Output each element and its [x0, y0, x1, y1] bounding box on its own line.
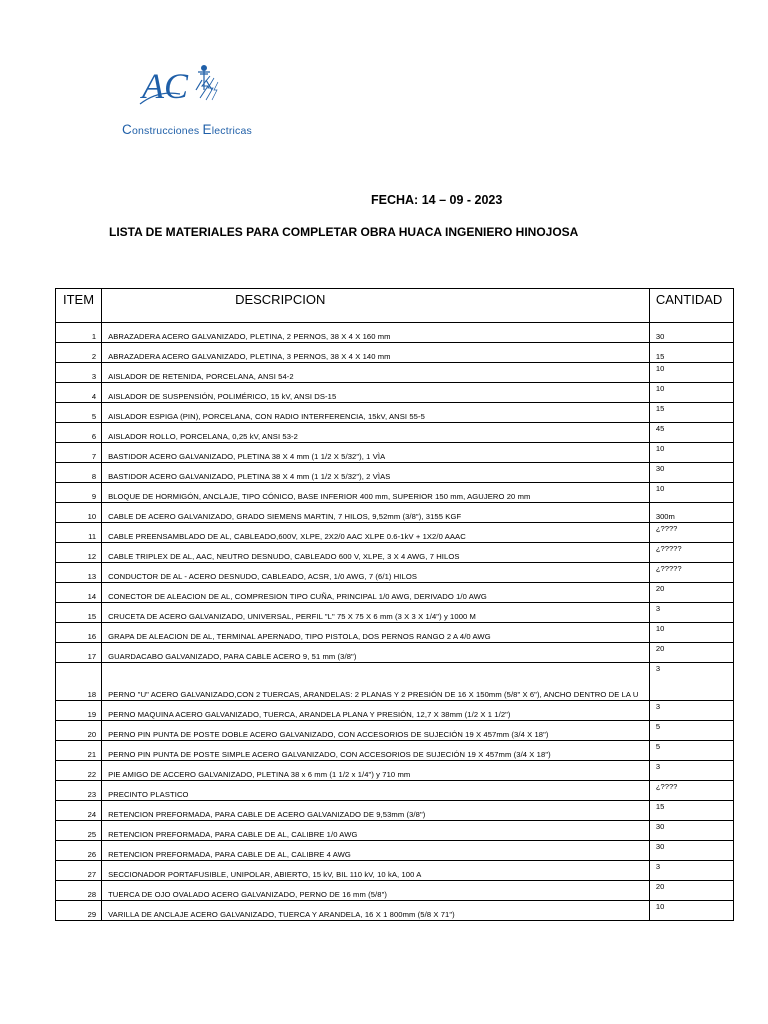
cell-descripcion: AISLADOR DE RETENIDA, PORCELANA, ANSI 54-2 [102, 363, 650, 383]
cell-cantidad: 5 [649, 721, 733, 741]
cell-item: 5 [56, 403, 102, 423]
table-row [56, 363, 734, 383]
cell-item: 22 [56, 761, 102, 781]
cell-item: 11 [56, 523, 102, 543]
table-row [56, 761, 734, 781]
company-word-2: lectricas [211, 125, 252, 137]
cell-item: 29 [56, 901, 102, 921]
table-row [56, 881, 734, 901]
cell-item: 20 [56, 721, 102, 741]
cell-descripcion: PERNO PIN PUNTA DE POSTE DOBLE ACERO GALVANIZADO, CON ACCESORIOS DE SUJECIÓN 19 X 457mm (3/4 X 18") [102, 721, 650, 741]
cell-descripcion: CONDUCTOR DE AL - ACERO DESNUDO, CABLEADO, ACSR, 1/0 AWG, 7 (6/1) HILOS [102, 563, 650, 583]
cell-cantidad: 15 [649, 801, 733, 821]
cell-cantidad: 10 [649, 901, 733, 921]
cell-descripcion: PERNO PIN PUNTA DE POSTE SIMPLE ACERO GALVANIZADO, CON ACCESORIOS DE SUJECIÓN 19 X 457mm (3/4 X 18") [102, 741, 650, 761]
cell-cantidad: 10 [649, 363, 733, 383]
cell-cantidad: 30 [649, 463, 733, 483]
cell-cantidad: 45 [649, 423, 733, 443]
cell-item: 6 [56, 423, 102, 443]
table-row [56, 841, 734, 861]
cell-cantidad: 30 [649, 821, 733, 841]
document-title: LISTA DE MATERIALES PARA COMPLETAR OBRA HUACA INGENIERO HINOJOSA [109, 225, 579, 239]
materials-table [55, 288, 734, 921]
cell-cantidad: 20 [649, 583, 733, 603]
cell-descripcion: RETENCION PREFORMADA, PARA CABLE DE AL, CALIBRE 1/0 AWG [102, 821, 650, 841]
header-item: ITEM [56, 289, 102, 323]
company-name [122, 122, 252, 137]
cell-item: 25 [56, 821, 102, 841]
cell-descripcion: TUERCA DE OJO OVALADO ACERO GALVANIZADO, PERNO DE 16 mm (5/8") [102, 881, 650, 901]
cell-cantidad: 5 [649, 741, 733, 761]
cell-cantidad: 15 [649, 343, 733, 363]
cell-item: 4 [56, 383, 102, 403]
table-row [56, 721, 734, 741]
cell-cantidad: ¿???? [649, 781, 733, 801]
cell-descripcion: CABLE TRIPLEX DE AL, AAC, NEUTRO DESNUDO, CABLEADO 600 V, XLPE, 3 X 4 AWG, 7 HILOS [102, 543, 650, 563]
cell-descripcion: BASTIDOR ACERO GALVANIZADO, PLETINA 38 X 4 mm (1 1/2 X 5/32"), 2 VÌAS [102, 463, 650, 483]
cell-item: 1 [56, 323, 102, 343]
company-logo [138, 60, 228, 120]
table-row [56, 663, 734, 701]
company-initial-c: C [122, 122, 132, 137]
cell-cantidad: 30 [649, 841, 733, 861]
cell-descripcion: VARILLA DE ANCLAJE ACERO GALVANIZADO, TUERCA Y ARANDELA, 16 X 1 800mm (5/8 X 71") [102, 901, 650, 921]
cell-item: 26 [56, 841, 102, 861]
cell-cantidad: 3 [649, 761, 733, 781]
cell-cantidad: 3 [649, 861, 733, 881]
cell-descripcion: RETENCION PREFORMADA, PARA CABLE DE AL, CALIBRE 4 AWG [102, 841, 650, 861]
header-descripcion: DESCRIPCION [102, 289, 650, 323]
cell-cantidad: 20 [649, 881, 733, 901]
cell-item: 15 [56, 603, 102, 623]
header-cantidad: CANTIDAD [649, 289, 733, 323]
table-row [56, 403, 734, 423]
cell-descripcion: AISLADOR ESPIGA (PIN), PORCELANA, CON RADIO INTERFERENCIA, 15kV, ANSI 55-5 [102, 403, 650, 423]
cell-descripcion: AISLADOR DE SUSPENSIÓN, POLIMÉRICO, 15 kV, ANSI DS-15 [102, 383, 650, 403]
table-header-row [56, 289, 734, 323]
cell-item: 9 [56, 483, 102, 503]
table-row [56, 821, 734, 841]
logo-letters: AC [142, 66, 189, 106]
cell-item: 12 [56, 543, 102, 563]
table-row [56, 323, 734, 343]
cell-cantidad: 10 [649, 383, 733, 403]
cell-item: 3 [56, 363, 102, 383]
cell-cantidad: 20 [649, 643, 733, 663]
cell-descripcion: CABLE PREENSAMBLADO DE AL, CABLEADO,600V, XLPE, 2X2/0 AAC XLPE 0.6-1kV + 1X2/0 AAAC [102, 523, 650, 543]
logo-graphic [138, 60, 228, 120]
cell-descripcion: PERNO "U" ACERO GALVANIZADO,CON 2 TUERCAS, ARANDELAS: 2 PLANAS Y 2 PRESIÓN DE 16 X 150mm (5/8" X 6"), ANCHO DENTRO DE LA U [102, 663, 650, 701]
cell-cantidad: 10 [649, 443, 733, 463]
cell-item: 27 [56, 861, 102, 881]
cell-cantidad: 3 [649, 663, 733, 701]
table-row [56, 463, 734, 483]
cell-descripcion: GRAPA DE ALEACION DE AL, TERMINAL APERNADO, TIPO PISTOLA, DOS PERNOS RANGO 2 A 4/0 AWG [102, 623, 650, 643]
cell-cantidad: 15 [649, 403, 733, 423]
cell-cantidad: ¿????? [649, 563, 733, 583]
cell-cantidad: 3 [649, 603, 733, 623]
cell-item: 14 [56, 583, 102, 603]
cell-cantidad: 3 [649, 701, 733, 721]
company-initial-e: E [202, 122, 212, 137]
cell-item: 2 [56, 343, 102, 363]
table-row [56, 643, 734, 663]
table-row [56, 423, 734, 443]
cell-descripcion: BASTIDOR ACERO GALVANIZADO, PLETINA 38 X 4 mm (1 1/2 X 5/32"), 1 VÌA [102, 443, 650, 463]
table-row [56, 523, 734, 543]
cell-descripcion: BLOQUE DE HORMIGÓN, ANCLAJE, TIPO CÓNICO, BASE INFERIOR 400 mm, SUPERIOR 150 mm, AGUJERO 20 mm [102, 483, 650, 503]
cell-descripcion: CRUCETA DE ACERO GALVANIZADO, UNIVERSAL, PERFIL "L" 75 X 75 X 6 mm (3 X 3 X 1/4") y 1000 M [102, 603, 650, 623]
cell-descripcion: CONECTOR DE ALEACION DE AL, COMPRESION TIPO CUÑA, PRINCIPAL 1/0 AWG, DERIVADO 1/0 AWG [102, 583, 650, 603]
cell-descripcion: PRECINTO PLASTICO [102, 781, 650, 801]
cell-descripcion: GUARDACABO GALVANIZADO, PARA CABLE ACERO 9, 51 mm (3/8") [102, 643, 650, 663]
cell-item: 13 [56, 563, 102, 583]
cell-item: 7 [56, 443, 102, 463]
cell-cantidad: 10 [649, 483, 733, 503]
table-row [56, 483, 734, 503]
table-row [56, 503, 734, 523]
table-row [56, 343, 734, 363]
cell-item: 10 [56, 503, 102, 523]
table-row [56, 701, 734, 721]
table-row [56, 801, 734, 821]
cell-descripcion: RETENCION PREFORMADA, PARA CABLE DE ACERO GALVANIZADO DE 9,53mm (3/8") [102, 801, 650, 821]
table-row [56, 901, 734, 921]
table-row [56, 741, 734, 761]
cell-descripcion: PERNO MAQUINA ACERO GALVANIZADO, TUERCA, ARANDELA PLANA Y PRESIÓN, 12,7 X 38mm (1/2 X 1 1/2") [102, 701, 650, 721]
cell-cantidad: 30 [649, 323, 733, 343]
cell-item: 23 [56, 781, 102, 801]
table-row [56, 583, 734, 603]
cell-cantidad: ¿????? [649, 543, 733, 563]
table-row [56, 443, 734, 463]
table-row [56, 603, 734, 623]
table-row [56, 781, 734, 801]
cell-cantidad: ¿???? [649, 523, 733, 543]
cell-descripcion: ABRAZADERA ACERO GALVANIZADO, PLETINA, 3 PERNOS, 38 X 4 X 140 mm [102, 343, 650, 363]
cell-descripcion: SECCIONADOR PORTAFUSIBLE, UNIPOLAR, ABIERTO, 15 kV, BIL 110 kV, 10 kA, 100 A [102, 861, 650, 881]
table-row [56, 623, 734, 643]
cell-descripcion: AISLADOR ROLLO, PORCELANA, 0,25 kV, ANSI 53-2 [102, 423, 650, 443]
cell-descripcion: ABRAZADERA ACERO GALVANIZADO, PLETINA, 2 PERNOS, 38 X 4 X 160 mm [102, 323, 650, 343]
table-body [56, 323, 734, 921]
cell-cantidad: 300m [649, 503, 733, 523]
cell-descripcion: PIE AMIGO DE ACCERO GALVANIZADO, PLETINA 38 x 6 mm (1 1/2 x 1/4") y 710 mm [102, 761, 650, 781]
table-row [56, 861, 734, 881]
cell-item: 17 [56, 643, 102, 663]
cell-item: 16 [56, 623, 102, 643]
company-word-1: onstrucciones [131, 125, 203, 137]
cell-item: 8 [56, 463, 102, 483]
cell-descripcion: CABLE DE ACERO GALVANIZADO, GRADO SIEMENS MARTIN, 7 HILOS, 9,52mm (3/8"), 3155 KGF [102, 503, 650, 523]
cell-item: 24 [56, 801, 102, 821]
cell-item: 19 [56, 701, 102, 721]
cell-item: 21 [56, 741, 102, 761]
table-row [56, 563, 734, 583]
cell-item: 28 [56, 881, 102, 901]
table-row [56, 383, 734, 403]
cell-cantidad: 10 [649, 623, 733, 643]
cell-item: 18 [56, 663, 102, 701]
table-row [56, 543, 734, 563]
document-date: FECHA: 14 – 09 - 2023 [371, 193, 503, 207]
